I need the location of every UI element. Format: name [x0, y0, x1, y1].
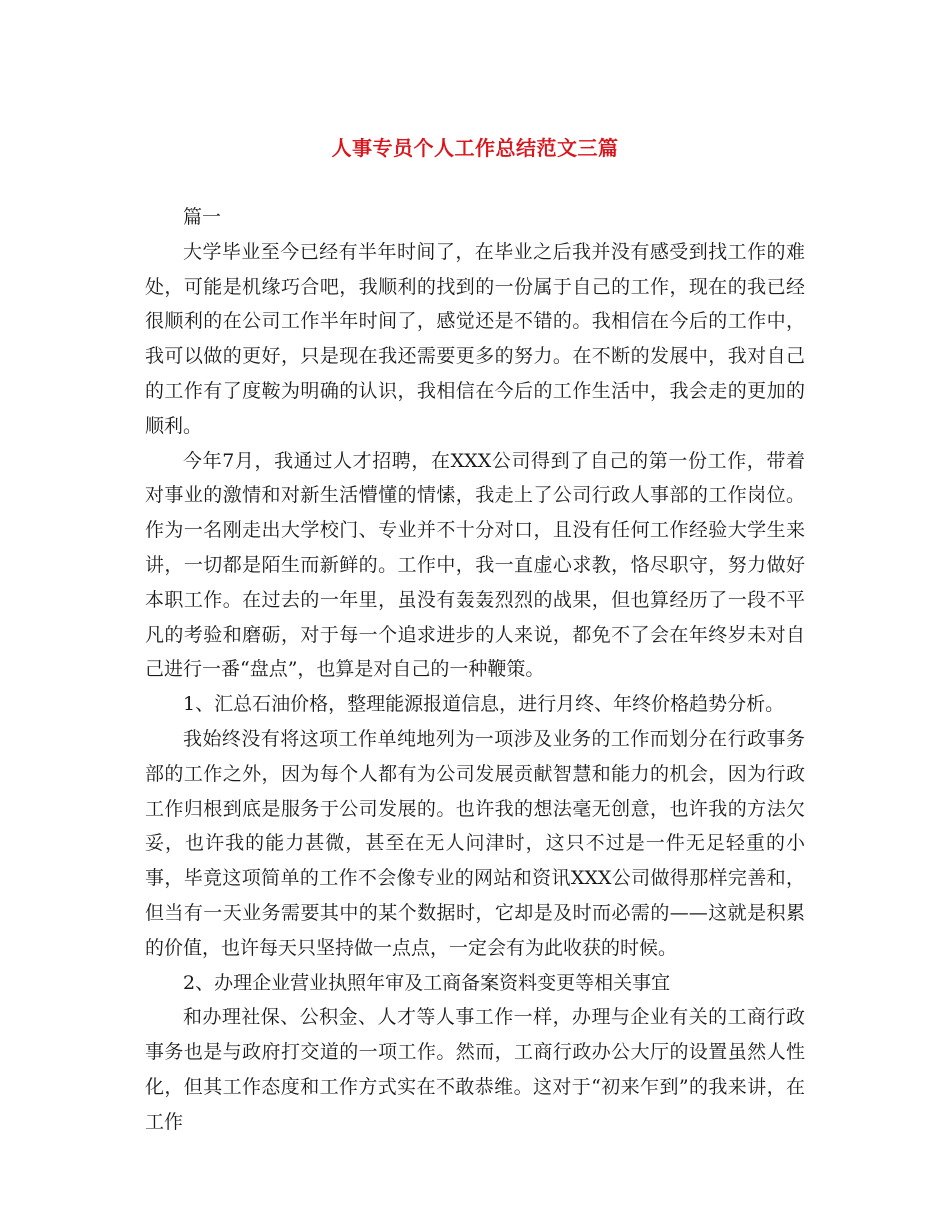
paragraph: 大学毕业至今已经有半年时间了，在毕业之后我并没有感受到找工作的难处，可能是机缘巧合吧，我顺利的找到的一份属于自己的工作，现在的我已经很顺利的在公司工作半年时间了，感觉还是不错的。我相信在今后的工作中，我可以做的更好，只是现在我还需要更多的努力。在不断的发展中，我对自己的工作有了度鞍为明确的认识，我相信在今后的工作生活中，我会走的更加的顺利。	[145, 240, 805, 437]
paragraph: 今年7月，我通过人才招聘，在XXX公司得到了自己的第一份工作，带着对事业的激情和对新生活懵懂的情愫，我走上了公司行政人事部的工作岗位。作为一名刚走出大学校门、专业并不十分对口，且没有任何工作经验大学生来讲，一切都是陌生而新鲜的。工作中，我一直虚心求教，恪尽职守，努力做好本职工作。在过去的一年里，虽没有轰轰烈烈的战果，但也算经历了一段不平凡的考验和磨砺，对于每一个追求进步的人来说，都免不了会在年终岁未对自己进行一番“盘点”，也算是对自己的一种鞭策。	[145, 449, 805, 681]
document-body	[145, 200, 805, 1140]
paragraph: 我始终没有将这项工作单纯地列为一项涉及业务的工作而划分在行政事务部的工作之外，因为每个人都有为公司发展贡献智慧和能力的机会，因为行政工作归根到底是服务于公司发展的。也许我的想法毫无创意，也许我的方法欠妥，也许我的能力甚微，甚至在无人问津时，这只不过是一件无足轻重的小事，毕竟这项简单的工作不会像专业的网站和资讯XXX公司做得那样完善和，但当有一天业务需要其中的某个数据时，它却是及时而必需的——这就是积累的价值，也许每天只坚持做一点点，一定会有为此收获的时候。	[145, 727, 805, 959]
document-title: 人事专员个人工作总结范文三篇	[331, 136, 619, 160]
list-item-heading: 1、汇总石油价格，整理能源报道信息，进行月终、年终价格趋势分析。	[183, 693, 785, 716]
section-heading: 篇一	[183, 206, 222, 228]
paragraph: 和办理社保、公积金、人才等人事工作一样，办理与企业有关的工商行政事务也是与政府打交道的一项工作。然而，工商行政办公大厅的设置虽然人性化，但其工作态度和工作方式实在不敢恭维。这对于“初来乍到”的我来讲，在工作	[145, 1006, 805, 1133]
list-item-heading: 2、办理企业营业执照年审及工商备案资料变更等相关事宜	[183, 971, 671, 994]
